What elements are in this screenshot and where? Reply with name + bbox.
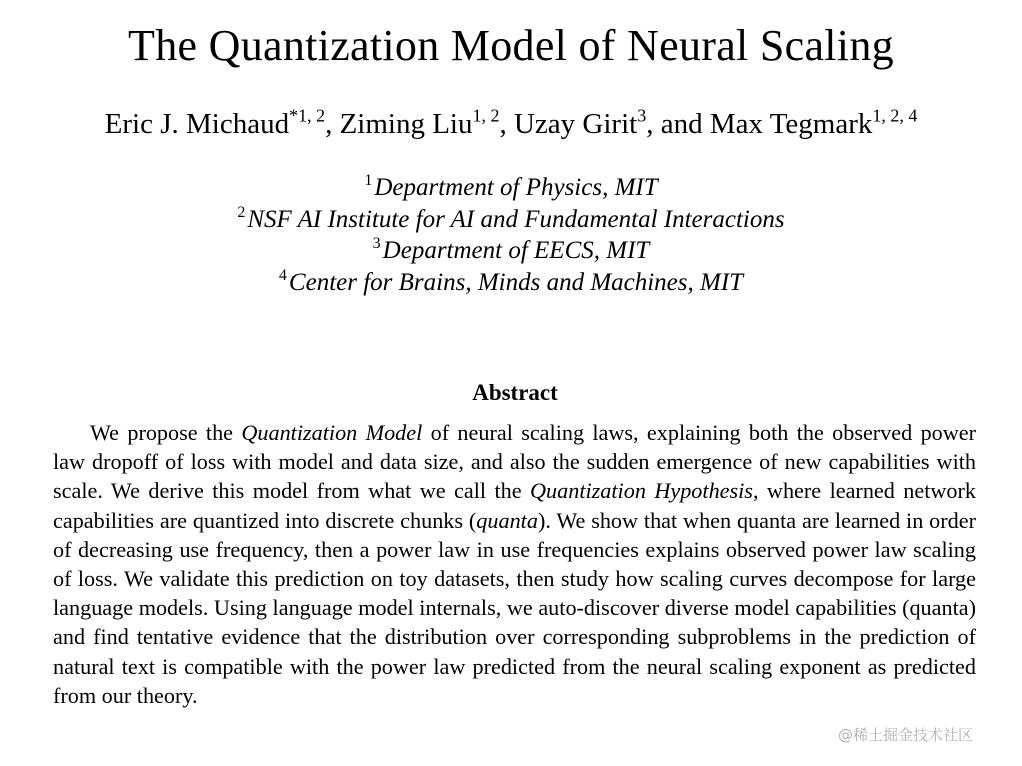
paper-title: The Quantization Model of Neural Scaling <box>128 21 894 70</box>
affiliation-number: 3 <box>372 235 381 253</box>
author-separator: , <box>499 108 514 140</box>
affiliation-text: Center for Brains, Minds and Machines, MIT <box>288 268 744 296</box>
author-separator: , <box>325 108 340 140</box>
affiliation-line <box>0 172 1022 204</box>
author-name: Ziming Liu <box>339 108 473 140</box>
affiliation-text: Department of EECS, MIT <box>382 237 650 264</box>
author-affiliation-marks: 1, 2, 4 <box>872 105 918 126</box>
affiliation-text: Department of Physics, MIT <box>374 174 658 201</box>
site-watermark: @稀土掘金技术社区 <box>838 726 974 744</box>
affiliation-list <box>0 172 1022 298</box>
author-list <box>0 105 1022 141</box>
author-affiliation-marks: 3 <box>637 105 647 126</box>
affiliation-number: 4 <box>278 266 287 284</box>
abstract-text <box>53 418 976 710</box>
affiliation-number: 1 <box>364 172 373 190</box>
affiliation-number: 2 <box>237 203 246 221</box>
abstract-heading: Abstract <box>472 380 558 405</box>
abstract-emphasis: Quantization Hypothesis <box>530 478 753 504</box>
author-name: Uzay Girit <box>513 108 638 140</box>
affiliation-text: NSF AI Institute for AI and Fundamental Interactions <box>247 205 785 233</box>
abstract-segment: of neural scaling laws, explaining both the observed power law dropoff of loss with model and data size, and also the sudden emergence of new capabilities with scale. We derive this model from what we call the <box>53 420 977 504</box>
author-name: Max Tegmark <box>709 108 873 140</box>
affiliation-line <box>0 267 1022 299</box>
author-affiliation-marks: 1, 2 <box>472 105 500 126</box>
author-separator: , and <box>646 108 710 140</box>
abstract-emphasis: quanta <box>476 507 538 533</box>
abstract-segment: ). We show that when quanta are learned in order of decreasing use frequency, then a power law in use frequencies explains observed power law scaling of loss. We validate this prediction on toy datasets, then study how scaling curves decompose for large language models. Using language model internals, we auto-discover diverse model capabilities (quanta) and find tentative evidence that the distribution over corresponding subproblems in the prediction of natural text is compatible with the power law predicted from the neural scaling exponent as predicted from our theory. <box>53 507 976 708</box>
author-affiliation-marks: *1, 2 <box>289 105 326 126</box>
abstract-emphasis: Quantization Model <box>241 420 423 445</box>
abstract-segment: , where learned network capabilities are quantized into discrete chunks ( <box>53 478 976 533</box>
abstract-segment: We propose the <box>90 420 242 445</box>
author-name: Eric J. Michaud <box>104 108 290 140</box>
affiliation-line <box>0 235 1022 267</box>
affiliation-line <box>0 204 1022 236</box>
